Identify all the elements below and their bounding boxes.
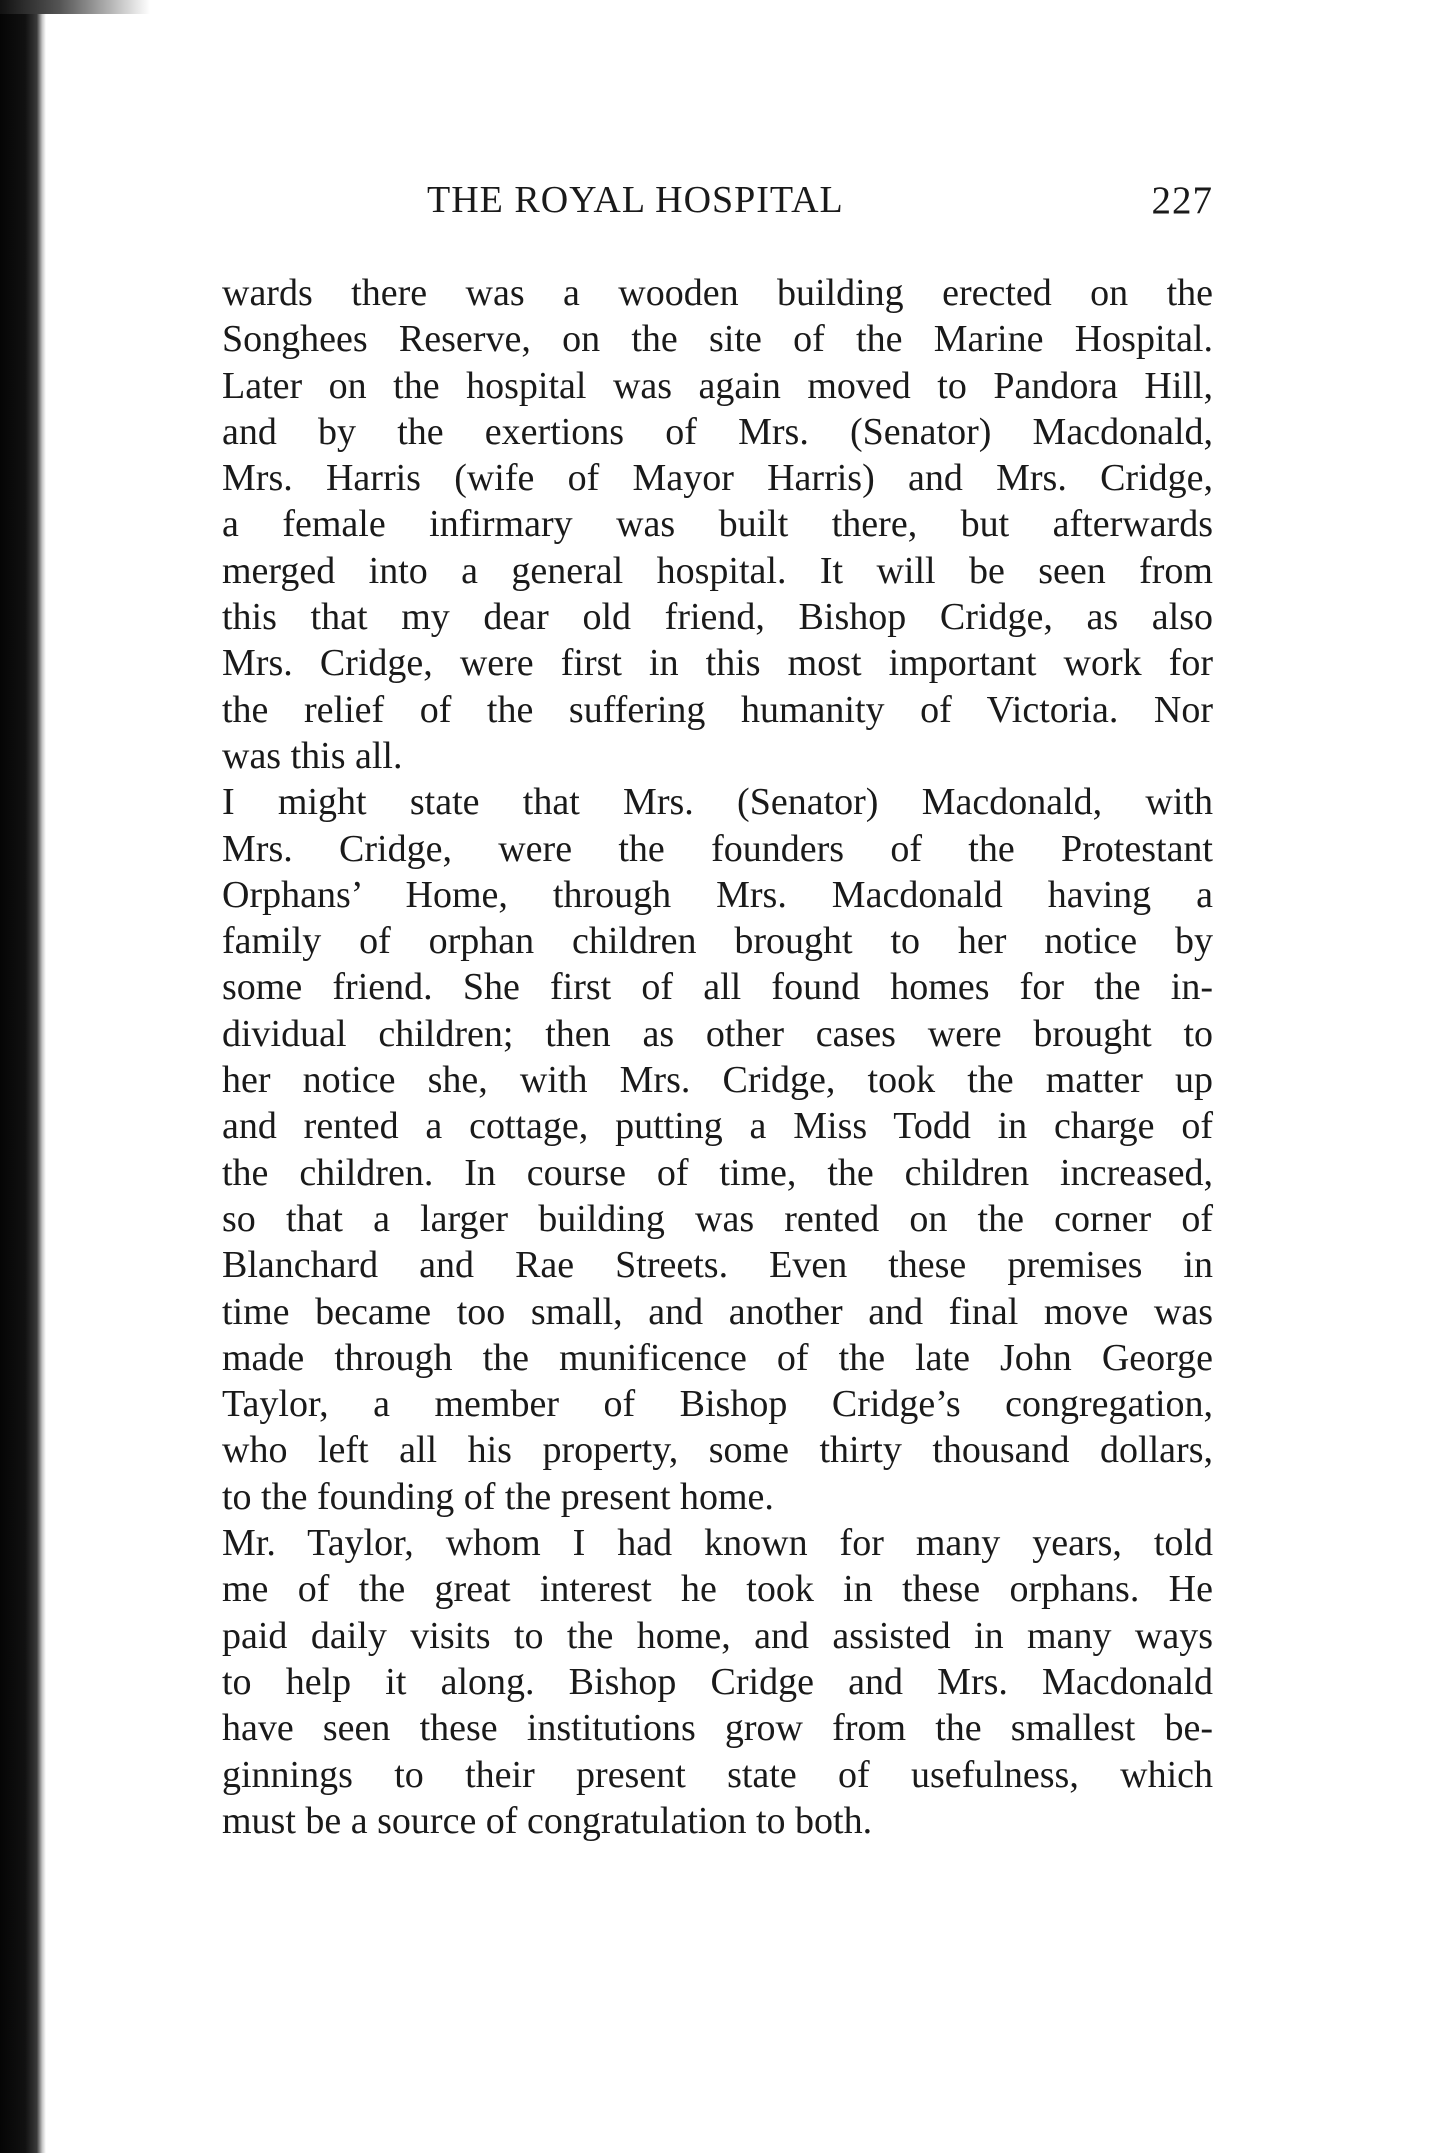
text-line: Mrs. Harris (wife of Mayor Harris) and Mrs. Cridge,: [222, 457, 1213, 500]
running-head: [222, 178, 1213, 228]
text-line: must be a source of congratulation to both.: [222, 1799, 873, 1842]
text-line: wards there was a wooden building erected on the: [222, 272, 1213, 314]
text-line: Mr. Taylor, whom I had known for many years, told: [222, 1522, 1213, 1565]
paragraph: [222, 1520, 1213, 1844]
text-line: merged into a general hospital. It will be seen from: [222, 549, 1213, 592]
text-line: ginnings to their present state of usefulness, which: [222, 1753, 1213, 1796]
text-line: the relief of the suffering humanity of Victoria. Nor: [222, 688, 1213, 731]
text-line: and rented a cottage, putting a Miss Todd in charge of: [222, 1105, 1213, 1148]
text-line: who left all his property, some thirty thousand dollars,: [222, 1429, 1213, 1472]
text-line: Blanchard and Rae Streets. Even these premises in: [222, 1244, 1213, 1287]
text-line: Orphans’ Home, through Mrs. Macdonald having a: [222, 873, 1213, 916]
text-line: the children. In course of time, the children increased,: [222, 1151, 1213, 1194]
scan-binding-edge: [0, 0, 46, 2153]
text-line: Later on the hospital was again moved to Pandora Hill,: [222, 364, 1213, 407]
text-line: a female infirmary was built there, but afterwards: [222, 503, 1213, 546]
text-line: dividual children; then as other cases were brought to: [222, 1012, 1213, 1055]
text-line: and by the exertions of Mrs. (Senator) Macdonald,: [222, 410, 1213, 453]
text-line: I might state that Mrs. (Senator) Macdonald, with: [222, 781, 1213, 824]
text-line: to help it along. Bishop Cridge and Mrs. Macdonald: [222, 1660, 1213, 1703]
page-number: 227: [1151, 179, 1213, 222]
text-line: Songhees Reserve, on the site of the Marine Hospital.: [222, 318, 1213, 361]
text-line: time became too small, and another and final move was: [222, 1290, 1213, 1333]
text-line: Mrs. Cridge, were first in this most important work for: [222, 642, 1213, 685]
paragraph: [222, 270, 1213, 779]
paragraph: [222, 779, 1213, 1520]
scan-top-edge: [0, 0, 150, 14]
text-line: Mrs. Cridge, were the founders of the Protestant: [222, 827, 1213, 870]
text-line: have seen these institutions grow from the smallest be-: [222, 1707, 1213, 1750]
text-line: me of the great interest he took in these orphans. He: [222, 1568, 1213, 1611]
text-line: Taylor, a member of Bishop Cridge’s congregation,: [222, 1383, 1213, 1426]
text-line: this that my dear old friend, Bishop Cridge, as also: [222, 596, 1213, 639]
text-line: her notice she, with Mrs. Cridge, took the matter up: [222, 1059, 1213, 1102]
running-title: THE ROYAL HOSPITAL: [427, 179, 844, 221]
text-line: made through the munificence of the late John George: [222, 1336, 1213, 1379]
text-line: was this all.: [222, 734, 403, 777]
text-line: family of orphan children brought to her notice by: [222, 920, 1213, 963]
text-line: paid daily visits to the home, and assisted in many ways: [222, 1614, 1213, 1657]
text-line: to the founding of the present home.: [222, 1475, 774, 1518]
body-text: [222, 270, 1213, 1844]
text-line: so that a larger building was rented on the corner of: [222, 1197, 1213, 1240]
text-line: some friend. She first of all found homes for the in-: [222, 966, 1213, 1009]
